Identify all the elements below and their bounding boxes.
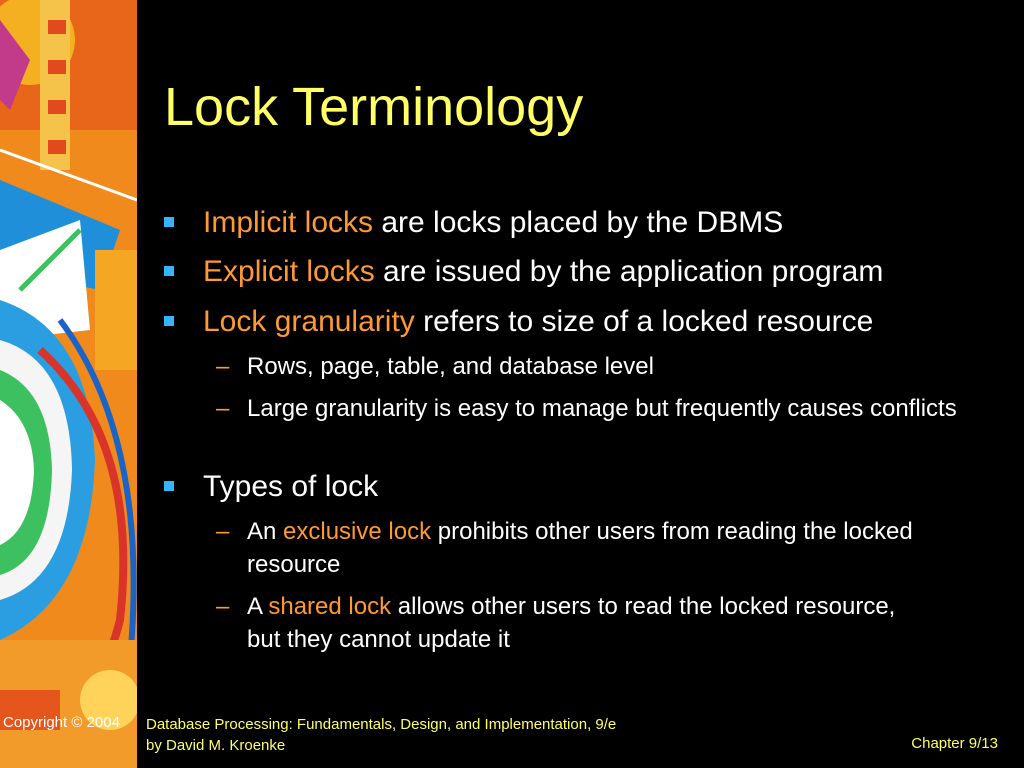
footer-copyright: Copyright © 2004	[3, 714, 120, 731]
term-exclusive-lock: exclusive lock	[283, 518, 432, 545]
sub-bullet-text: Large granularity is easy to manage but frequently causes conflicts	[247, 395, 957, 422]
definition-lock-granularity: refers to size of a locked resource	[414, 305, 874, 338]
types-of-lock-text: Types of lock	[203, 470, 379, 503]
term-implicit-locks: Implicit locks	[203, 206, 374, 239]
square-bullet-icon	[164, 316, 174, 326]
term-explicit-locks: Explicit locks	[203, 255, 375, 288]
footer-chapter-page: Chapter 9/13	[911, 735, 998, 752]
square-bullet-icon	[164, 217, 174, 227]
dash-bullet-icon: –	[216, 353, 230, 380]
square-bullet-icon	[164, 266, 174, 276]
sub-bullet-text: Rows, page, table, and database level	[247, 353, 654, 380]
dash-bullet-icon: –	[216, 518, 230, 545]
dash-bullet-icon: –	[216, 395, 230, 422]
footer-book-title: Database Processing: Fundamentals, Design, and Implementation, 9/e	[146, 716, 617, 733]
term-lock-granularity: Lock granularity	[203, 305, 415, 338]
dash-bullet-icon: –	[216, 593, 230, 620]
square-bullet-icon	[164, 481, 174, 491]
definition-explicit-locks: are issued by the application program	[374, 255, 884, 288]
term-shared-lock: shared lock	[268, 593, 392, 620]
footer-book-author: by David M. Kroenke	[146, 737, 286, 754]
slide-title: Lock Terminology	[164, 77, 584, 137]
footer-book-info	[146, 714, 616, 756]
definition-implicit-locks: are locks placed by the DBMS	[373, 206, 784, 239]
slide-content: Implicit locks are locks placed by the DBMS Explicit locks are issued by the application program Lock granularity refers to size of a locked resource – Rows, page, table, and database level – Large granularity is easy to manage but frequently causes conflicts Types of lock – An exclusive lock prohibits other users from reading the locked resource – A shared lock allows other users to read the locked resource, but they cannot update it	[0, 0, 1024, 768]
